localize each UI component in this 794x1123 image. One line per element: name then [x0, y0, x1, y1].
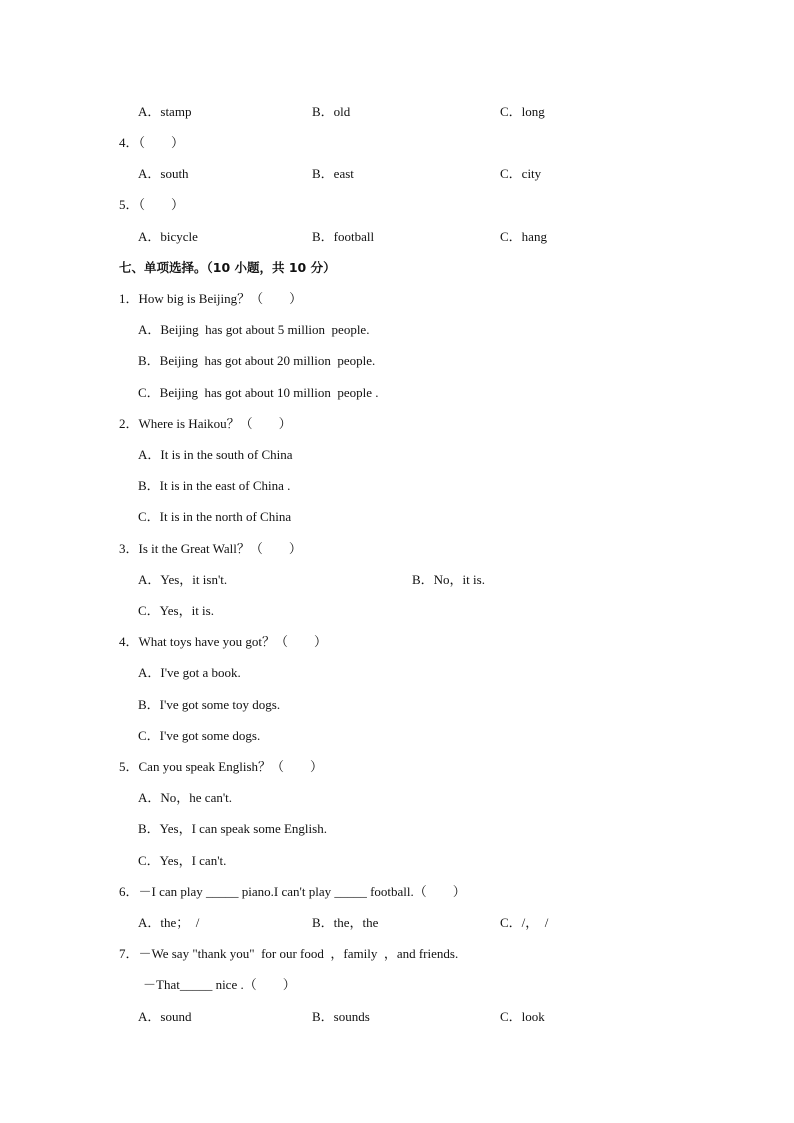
q6-option-c: C．/， / — [500, 915, 549, 930]
q1-option-a: A．Beijing has got about 5 million people. — [138, 322, 370, 337]
q2-option-c: C．It is in the north of China — [138, 509, 292, 524]
q2-stem: 2．Where is Haikou？（ ） — [119, 416, 292, 431]
q1-option-b: B．Beijing has got about 20 million people. — [138, 353, 376, 368]
prev-q3-option-c: C．long — [500, 104, 545, 119]
q2-option-a: A．It is in the south of China — [138, 447, 293, 462]
q5-option-b: B．Yes，I can speak some English. — [138, 821, 327, 836]
prev-q4-label: 4．（ ） — [119, 135, 185, 150]
q5-stem: 5．Can you speak English？（ ） — [119, 759, 324, 774]
q7-option-c: C．look — [500, 1009, 545, 1024]
prev-q3-option-b: B．old — [312, 104, 351, 119]
q6-option-b: B．the，the — [312, 915, 379, 930]
q7-option-b: B．sounds — [312, 1009, 370, 1024]
prev-q4-option-c: C．city — [500, 166, 542, 181]
q3-option-c: C．Yes，it is. — [138, 603, 214, 618]
q2-option-b: B．It is in the east of China . — [138, 478, 291, 493]
q5-option-a: A．No，he can't. — [138, 790, 233, 805]
q4-option-b: B．I've got some toy dogs. — [138, 697, 281, 712]
q4-stem: 4．What toys have you got？（ ） — [119, 634, 327, 649]
section-title: 七、单项选择。（10 小题，共 10 分） — [119, 260, 336, 275]
q3-option-a: A．Yes，it isn't. — [138, 572, 228, 587]
q5-option-c: C．Yes，I can't. — [138, 853, 227, 868]
q1-option-c: C．Beijing has got about 10 million people . — [138, 385, 379, 400]
q7-stem-reply: －That_____ nice .（ ） — [143, 977, 296, 992]
prev-q5-option-c: C．hang — [500, 229, 547, 244]
prev-q4-option-a: A．south — [138, 166, 189, 181]
q6-option-a: A．the； / — [138, 915, 200, 930]
prev-q5-option-a: A．bicycle — [138, 229, 198, 244]
q7-option-a: A．sound — [138, 1009, 192, 1024]
q4-option-c: C．I've got some dogs. — [138, 728, 261, 743]
q4-option-a: A．I've got a book. — [138, 665, 241, 680]
q6-stem: 6．－I can play _____ piano.I can't play _____ football.（ ） — [119, 884, 466, 899]
q7-stem: 7．－We say "thank you" for our food ，family ，and friends. — [119, 946, 459, 961]
q1-stem: 1．How big is Beijing？（ ） — [119, 291, 303, 306]
q3-stem: 3．Is it the Great Wall？（ ） — [119, 541, 302, 556]
prev-q3-option-a: A．stamp — [138, 104, 192, 119]
prev-q5-label: 5．（ ） — [119, 197, 185, 212]
prev-q4-option-b: B．east — [312, 166, 354, 181]
prev-q5-option-b: B．football — [312, 229, 375, 244]
q3-option-b: B．No，it is. — [412, 572, 485, 587]
